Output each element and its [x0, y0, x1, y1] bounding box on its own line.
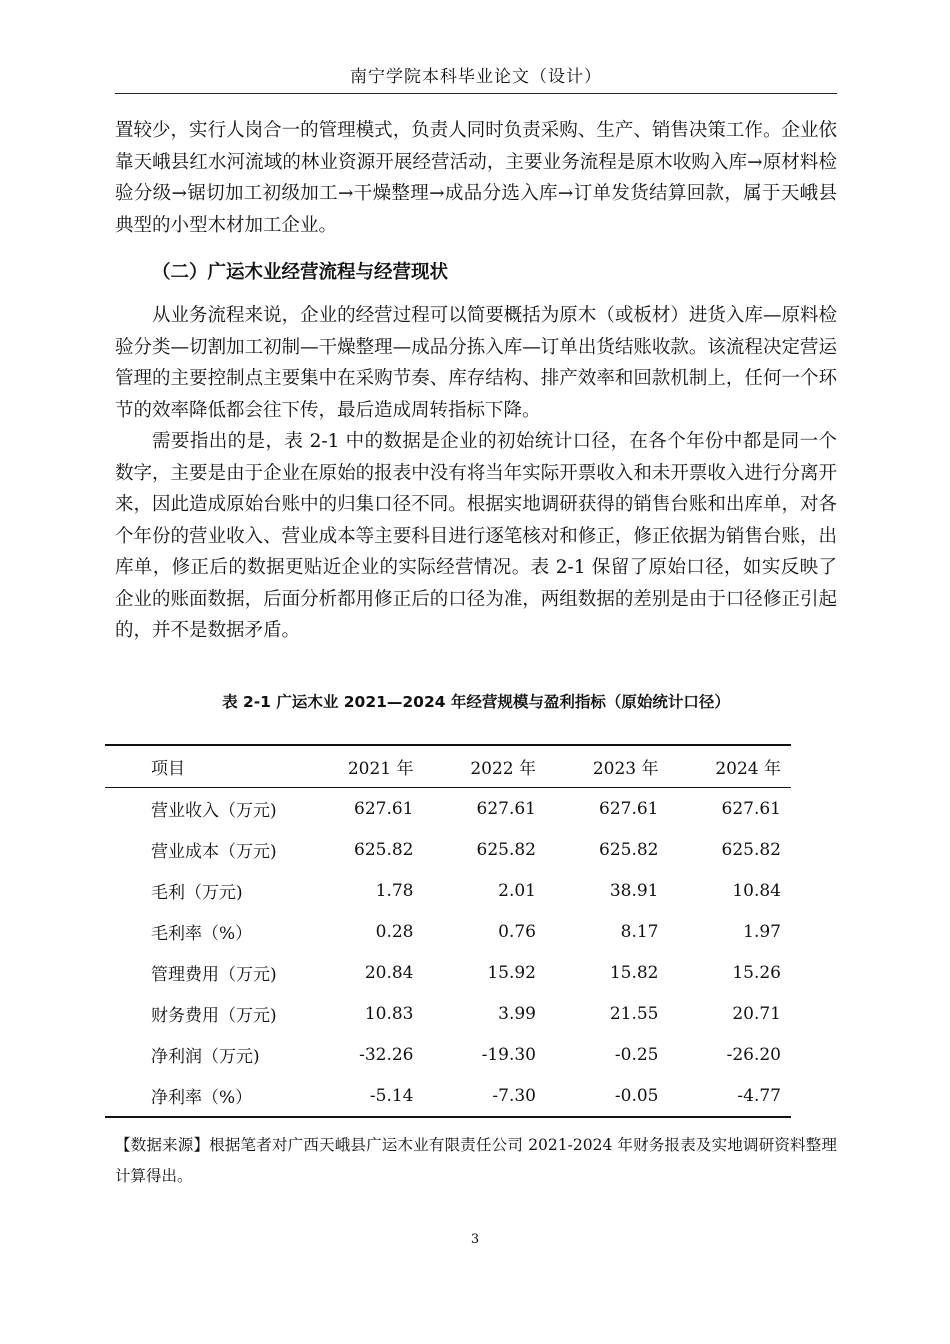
- column-header: 2021 年: [347, 759, 414, 779]
- section-heading: （二）广运木业经营流程与经营现状: [152, 262, 449, 283]
- table-cell: 21.55: [609, 1003, 659, 1024]
- table-cell: 627.61: [354, 798, 414, 819]
- table-cell: -26.20: [726, 1044, 781, 1065]
- table-cell: 15.26: [732, 962, 781, 983]
- note-paragraph: 需要指出的是，表 2-1 中的数据是企业的初始统计口径，在各个年份中都是同一个数字，主要是由于企业在原始的报表中没有将当年实际开票收入和未开票收入进行分离开来，因此造成原始台账中的归集口径不同。根据实地调研获得的销售台账和出库单，对各个年份的营业收入、营业成本等主要科目进行逐笔核对和修正，修正依据为销售台账，出库单，修正后的数据更贴近企业的实际经营情况。表 2-1 保留了原始口径，如实反映了企业的账面数据，后面分析都用修正后的口径为准，两组数据的差别是由于口径修正引起的，并不是数据矛盾。: [115, 431, 837, 641]
- table-cell: -7.30: [492, 1085, 536, 1106]
- table-cell: 2.01: [498, 880, 536, 901]
- process-paragraph: 从业务流程来说，企业的经营过程可以简要概括为原木（或板材）进货入库—原料检验分类—切割加工初制—干燥整理—成品分拣入库—订单出货结账收款。该流程决定营运管理的主要控制点主要集中在采购节奏、库存结构、排产效率和回款机制上，任何一个环节的效率降低都会往下传，最后造成周转指标下降。: [115, 305, 837, 421]
- table-row: [105, 870, 791, 911]
- table-caption: 表 2-1 广运木业 2021—2024 年经营规模与盈利指标（原始统计口径）: [222, 693, 730, 711]
- table-cell: 15.92: [487, 962, 536, 983]
- table-row: [105, 952, 791, 993]
- table-cell: 10.84: [732, 880, 781, 901]
- financial-table: [105, 744, 791, 1118]
- table-cell: 1.97: [743, 921, 781, 942]
- table-cell: 20.84: [364, 962, 414, 983]
- table-cell: -19.30: [481, 1044, 536, 1065]
- table-row: [105, 829, 791, 870]
- table-cell: -0.05: [614, 1085, 659, 1106]
- page-number: 3: [470, 1232, 480, 1247]
- row-label: 净利润（万元): [151, 1047, 260, 1067]
- table-cell: 627.61: [476, 798, 536, 819]
- intro-paragraph-text: 置较少，实行人岗合一的管理模式，负责人同时负责采购、生产、销售决策工作。企业依靠天峨县红水河流域的林业资源开展经营活动，主要业务流程是原木收购入库→原材料检验分级→锯切加工初级加工→干燥整理→成品分选入库→订单发货结算回款，属于天峨县典型的小型木材加工企业。: [115, 120, 837, 236]
- table-row: [105, 1075, 791, 1117]
- table-row: [105, 911, 791, 952]
- running-header: 南宁学院本科毕业论文（设计）: [115, 62, 837, 94]
- table-cell: 15.82: [609, 962, 659, 983]
- table-cell: 627.61: [721, 798, 781, 819]
- table-cell: -5.14: [369, 1085, 414, 1106]
- column-header: 项目: [151, 759, 185, 779]
- table-cell: 0.28: [375, 921, 414, 942]
- row-label: 营业收入（万元): [151, 801, 277, 821]
- table-cell: 3.99: [498, 1003, 536, 1024]
- table-cell: 625.82: [476, 839, 536, 860]
- row-label: 毛利率（%）: [151, 924, 253, 944]
- table-cell: 8.17: [620, 921, 659, 942]
- row-label: 财务费用（万元): [151, 1006, 277, 1026]
- table-row: [105, 1034, 791, 1075]
- table-cell: 10.83: [364, 1003, 414, 1024]
- table-cell: -32.26: [359, 1044, 414, 1065]
- data-source-note: 【数据来源】根据笔者对广西天峨县广运木业有限责任公司 2021-2024 年财务报表及实地调研资料整理计算得出。: [115, 1136, 837, 1185]
- table-row: [105, 993, 791, 1034]
- table-cell: 1.78: [375, 880, 414, 901]
- table-row: [105, 788, 791, 830]
- row-label: 净利率（%）: [151, 1088, 253, 1108]
- table-cell: 20.71: [732, 1003, 781, 1024]
- column-header: 2023 年: [592, 759, 659, 779]
- body-paragraphs: [115, 300, 837, 647]
- column-header: 2022 年: [470, 759, 536, 779]
- row-label: 毛利（万元): [151, 883, 243, 903]
- table-cell: 627.61: [599, 798, 659, 819]
- table-cell: 38.91: [609, 880, 659, 901]
- table-cell: 625.82: [354, 839, 414, 860]
- row-label: 营业成本（万元): [151, 842, 277, 862]
- table-cell: -0.25: [614, 1044, 659, 1065]
- table-cell: -4.77: [737, 1085, 781, 1106]
- table-header-row: [105, 745, 791, 788]
- row-label: 管理费用（万元): [151, 965, 277, 985]
- table-cell: 625.82: [599, 839, 659, 860]
- table-cell: 625.82: [721, 839, 781, 860]
- table-cell: 0.76: [498, 921, 536, 942]
- column-header: 2024 年: [715, 759, 781, 779]
- intro-paragraph: [115, 115, 837, 241]
